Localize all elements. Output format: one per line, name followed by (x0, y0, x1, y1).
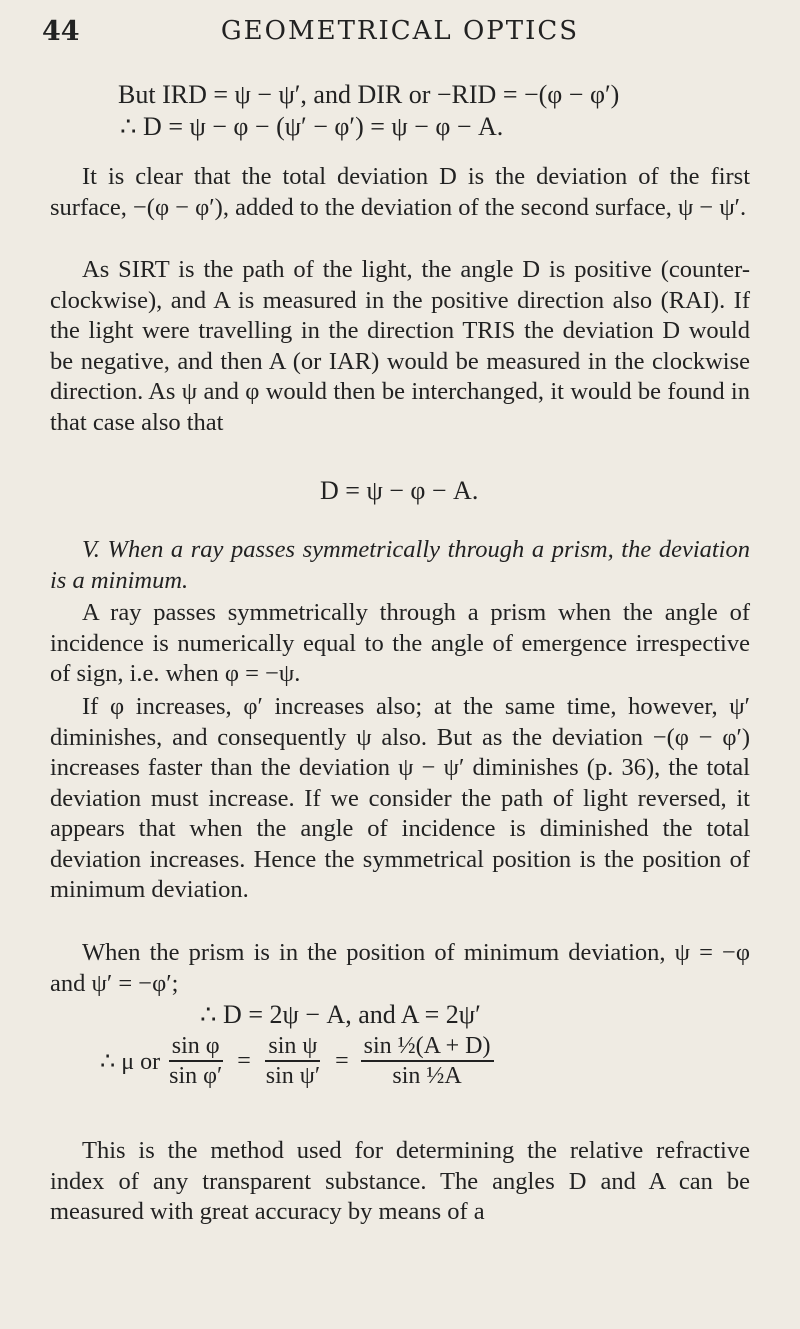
fraction-half-angle (361, 1032, 494, 1090)
page-header (0, 14, 800, 54)
equation-min-deviation: ∴ D = 2ψ − A, and A = 2ψ′ (200, 1000, 481, 1029)
equals-sign: = (335, 1047, 349, 1074)
paragraph-total-deviation: It is clear that the total deviation D is the deviation of the first surface, −(φ − φ′), added to the deviation of the second surface, ψ − ψ′. (50, 163, 750, 221)
paragraph-phi-increases: If φ increases, φ′ increases also; at the same time, however, ψ′ diminishes, and consequently ψ also. But as the deviation −(φ − φ′) increases faster than the deviation ψ − ψ′ diminishes (p. 36), the total deviation must increase. If we consider the path of light reversed, it appears that when the angle of incidence is diminished the total deviation increases. Hence the symmetrical position is the position of minimum deviation. (50, 693, 750, 903)
fraction-sin-phi (166, 1032, 225, 1090)
equation-d-psi-phi-a: D = ψ − φ − A. (320, 476, 479, 505)
paragraph-method: This is the method used for determining the relative refractive index of any transparent substance. The angles D and A can be measured with great accuracy by means of a (50, 1137, 750, 1225)
page-number: 44 (42, 16, 80, 47)
fraction-sin-psi (263, 1032, 323, 1090)
fraction-denominator: sin ½A (392, 1063, 462, 1089)
equation-ird: But IRD = ψ − ψ′, and DIR or −RID = −(φ − φ′) (118, 80, 620, 109)
fraction-denominator: sin φ′ (169, 1063, 223, 1089)
formula-prefix: ∴ μ or (100, 1048, 161, 1075)
fraction-numerator: sin φ (169, 1032, 223, 1062)
paragraph-minimum-position: When the prism is in the position of minimum deviation, ψ = −φ and ψ′ = −φ′; (50, 939, 750, 997)
section-heading-v: V. When a ray passes symmetrically through a prism, the deviation is a minimum. (50, 536, 750, 594)
fraction-denominator: sin ψ′ (265, 1063, 321, 1089)
paragraph-symmetric-ray: A ray passes symmetrically through a prism when the angle of incidence is numerically equal to the angle of emergence irrespective of sign, i.e. when φ = −ψ. (50, 599, 750, 687)
equation-deviation: ∴ D = ψ − φ − (ψ′ − φ′) = ψ − φ − A. (120, 112, 504, 141)
equals-sign: = (237, 1047, 251, 1074)
fraction-numerator: sin ψ (265, 1032, 320, 1062)
paragraph-sirt-path: As SIRT is the path of the light, the angle D is positive (counter-clockwise), and A is measured in the positive direction also (RAI). If the light were travelling in the direction TRIS the deviation D would be negative, and then A (or IAR) would be measured in the clockwise direction. As ψ and φ would then be interchanged, it would be found in that case also that (50, 256, 750, 436)
refractive-index-formula (100, 1032, 500, 1090)
fraction-numerator: sin ½(A + D) (361, 1032, 494, 1062)
running-head: GEOMETRICAL OPTICS (220, 16, 580, 46)
